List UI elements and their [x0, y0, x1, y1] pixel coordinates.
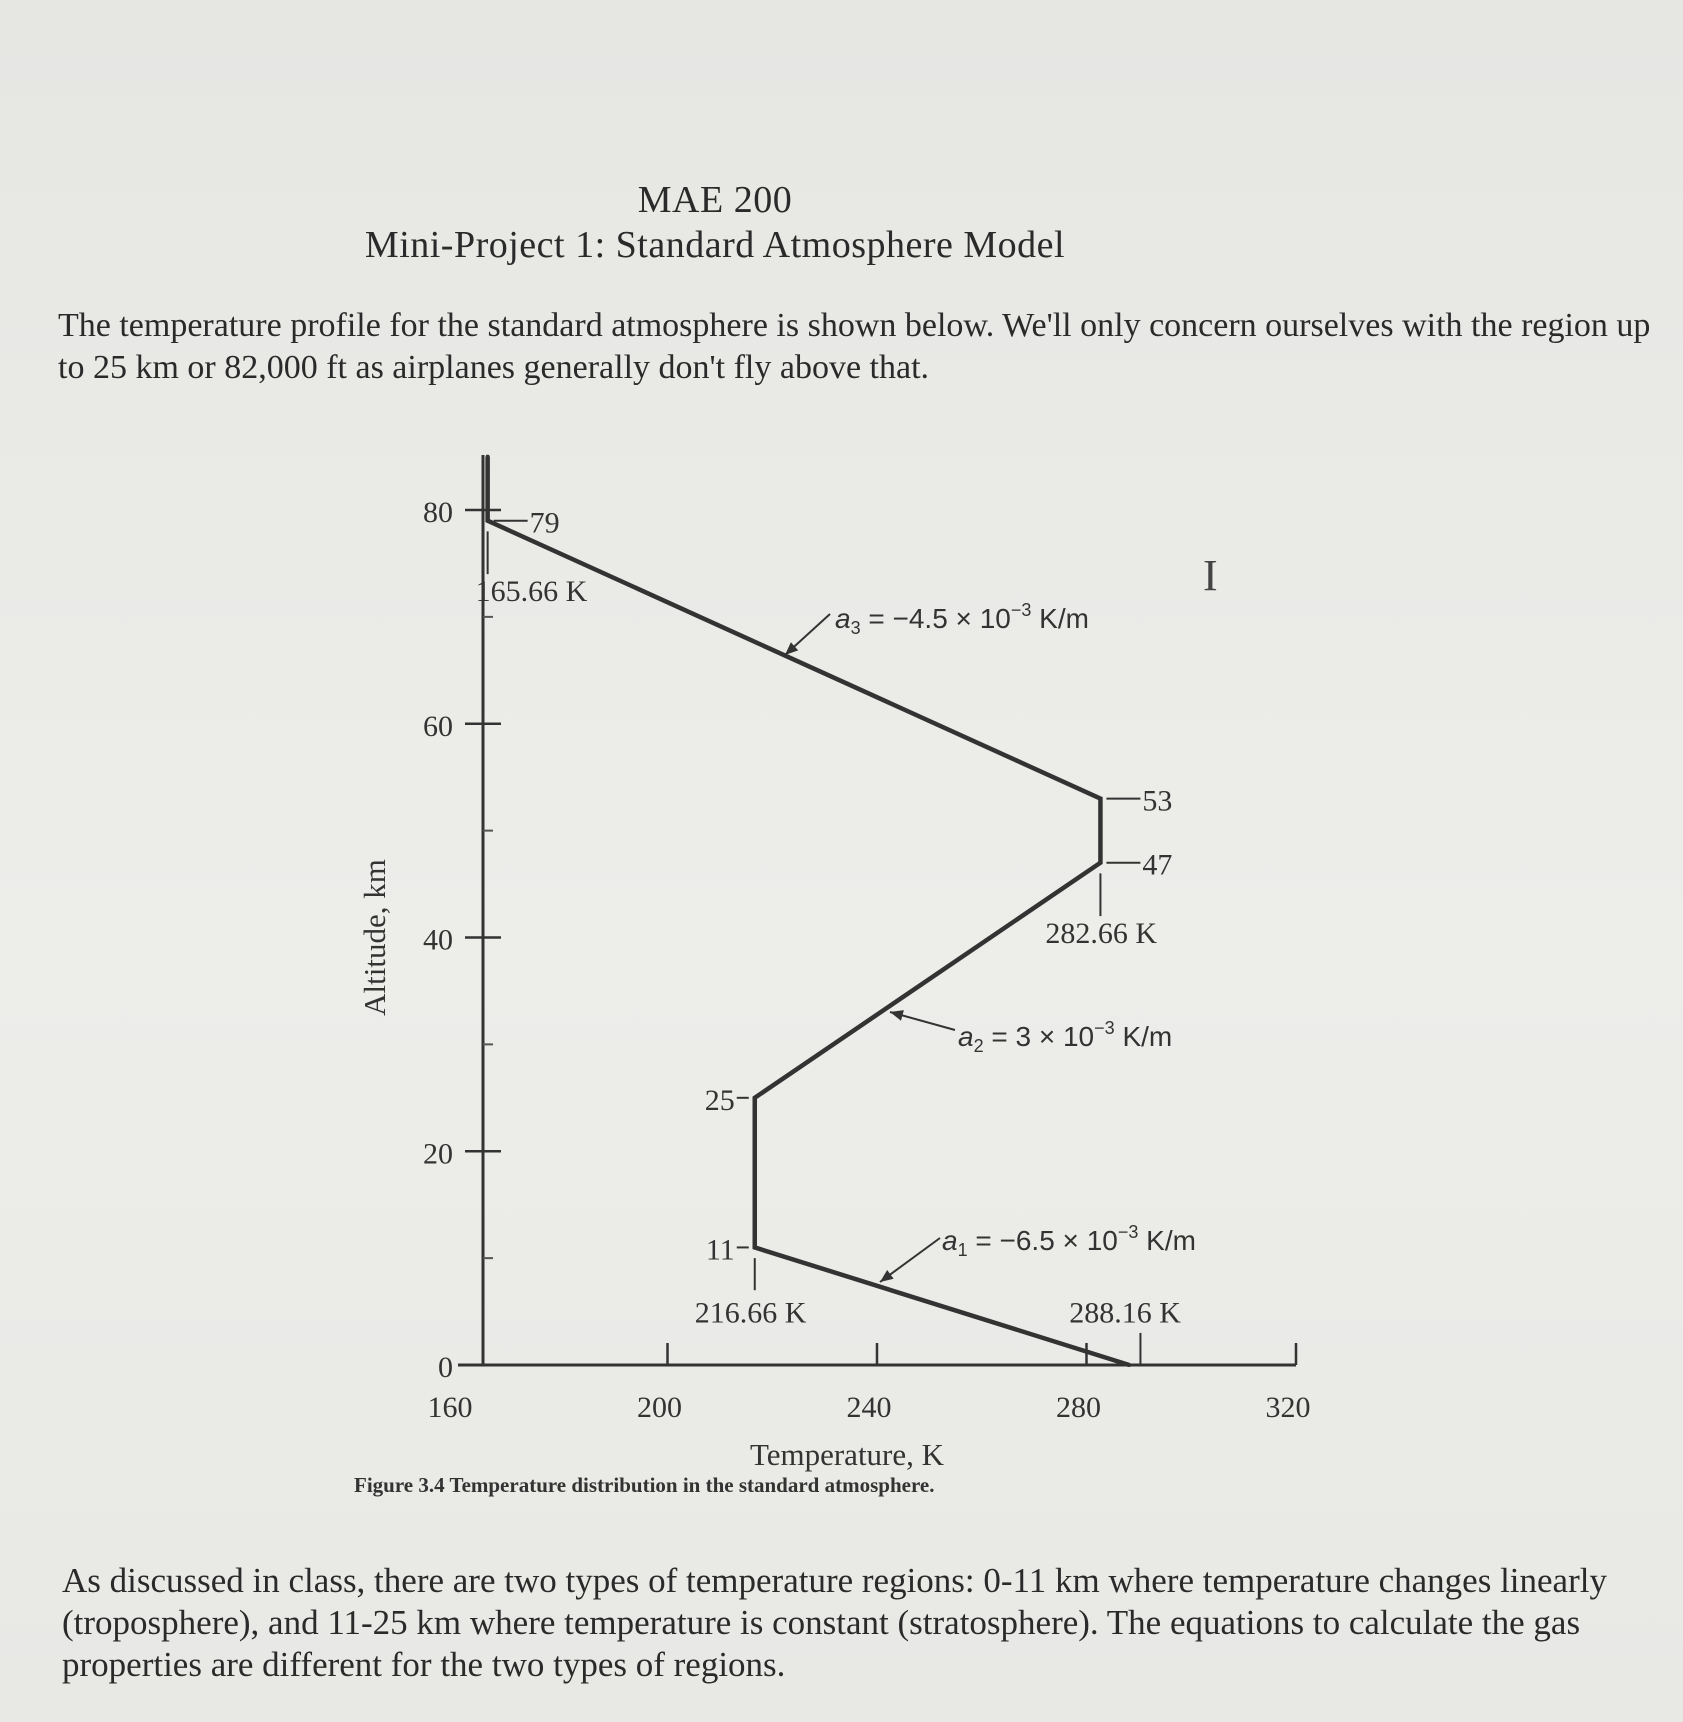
y-tick-label-60: 60 — [423, 709, 453, 743]
text-cursor-icon: I — [1203, 551, 1218, 600]
temp-216-label: 216.66 K — [694, 1296, 807, 1330]
slope-a1-arrowhead — [880, 1270, 894, 1282]
alt-25-label: 25 — [704, 1083, 735, 1117]
y-tick-label-80: 80 — [423, 496, 453, 529]
alt-53-label: 53 — [1142, 784, 1173, 818]
chart-annotations — [476, 507, 1196, 1365]
profile-point-3 — [1098, 861, 1102, 865]
profile-point-0 — [1127, 1363, 1131, 1367]
figure-caption — [354, 1473, 934, 1498]
profile-point-4 — [1098, 797, 1102, 801]
alt-79-label: 79 — [529, 506, 560, 540]
y-tick-label-40: 40 — [423, 923, 453, 957]
alt-11-label: 11 — [705, 1233, 735, 1267]
slope-a2-label: $a_2 = 3 \times 10^{-3}$ K/m — [958, 1018, 1173, 1056]
x-tick-label-160: 160 — [427, 1391, 473, 1424]
document-subtitle: Mini-Project 1: Standard Atmosphere Model — [364, 224, 1066, 266]
x-tick-label-240: 240 — [846, 1391, 892, 1424]
profile-point-2 — [753, 1096, 757, 1100]
temp-165-label: 165.66 K — [475, 574, 588, 608]
x-tick-label-200: 200 — [637, 1391, 682, 1424]
profile-point-1 — [753, 1245, 757, 1249]
temp-282-label: 282.66 K — [1045, 916, 1158, 950]
slope-a3-label: $a_3 = -4.5 \times 10^{-3}$ K/m — [835, 600, 1089, 638]
x-axis-label: Temperature, K — [749, 1437, 945, 1472]
outro-paragraph: As discussed in class, there are two types of temperature regions: 0-11 km where temperature changes linearly (troposphere), and 11-25 km where temperature is constant (stratosphere). The equations to calculate the gas properties are different for the two types of regions. — [62, 1561, 1607, 1684]
y-tick-label-20: 20 — [423, 1137, 453, 1171]
x-tick-label-280: 280 — [1056, 1391, 1101, 1424]
intro-paragraph: The temperature profile for the standard atmosphere is shown below. We'll only concern ourselves with the region up to 25 km or 82,000 ft as airplanes generally don't fly above that. — [58, 307, 1651, 386]
slope-a1-label: $a_1 = -6.5 \times 10^{-3}$ K/m — [942, 1222, 1196, 1260]
temp-288-label: 288.16 K — [1069, 1296, 1181, 1330]
y-axis-label: Altitude, km — [357, 859, 392, 1016]
alt-47-label: 47 — [1142, 848, 1173, 882]
profile-point-5 — [486, 519, 490, 523]
profile-point-6 — [486, 455, 490, 459]
figure-caption-text: Temperature distribution in the standard atmosphere. — [449, 1473, 935, 1497]
x-tick-label-320: 320 — [1265, 1391, 1311, 1424]
document-title: MAE 200 — [637, 179, 793, 221]
figure-caption-label: Figure 3.4 — [354, 1473, 445, 1497]
slope-a2-arrowhead — [890, 1010, 904, 1021]
y-tick-label-0: 0 — [438, 1351, 453, 1384]
